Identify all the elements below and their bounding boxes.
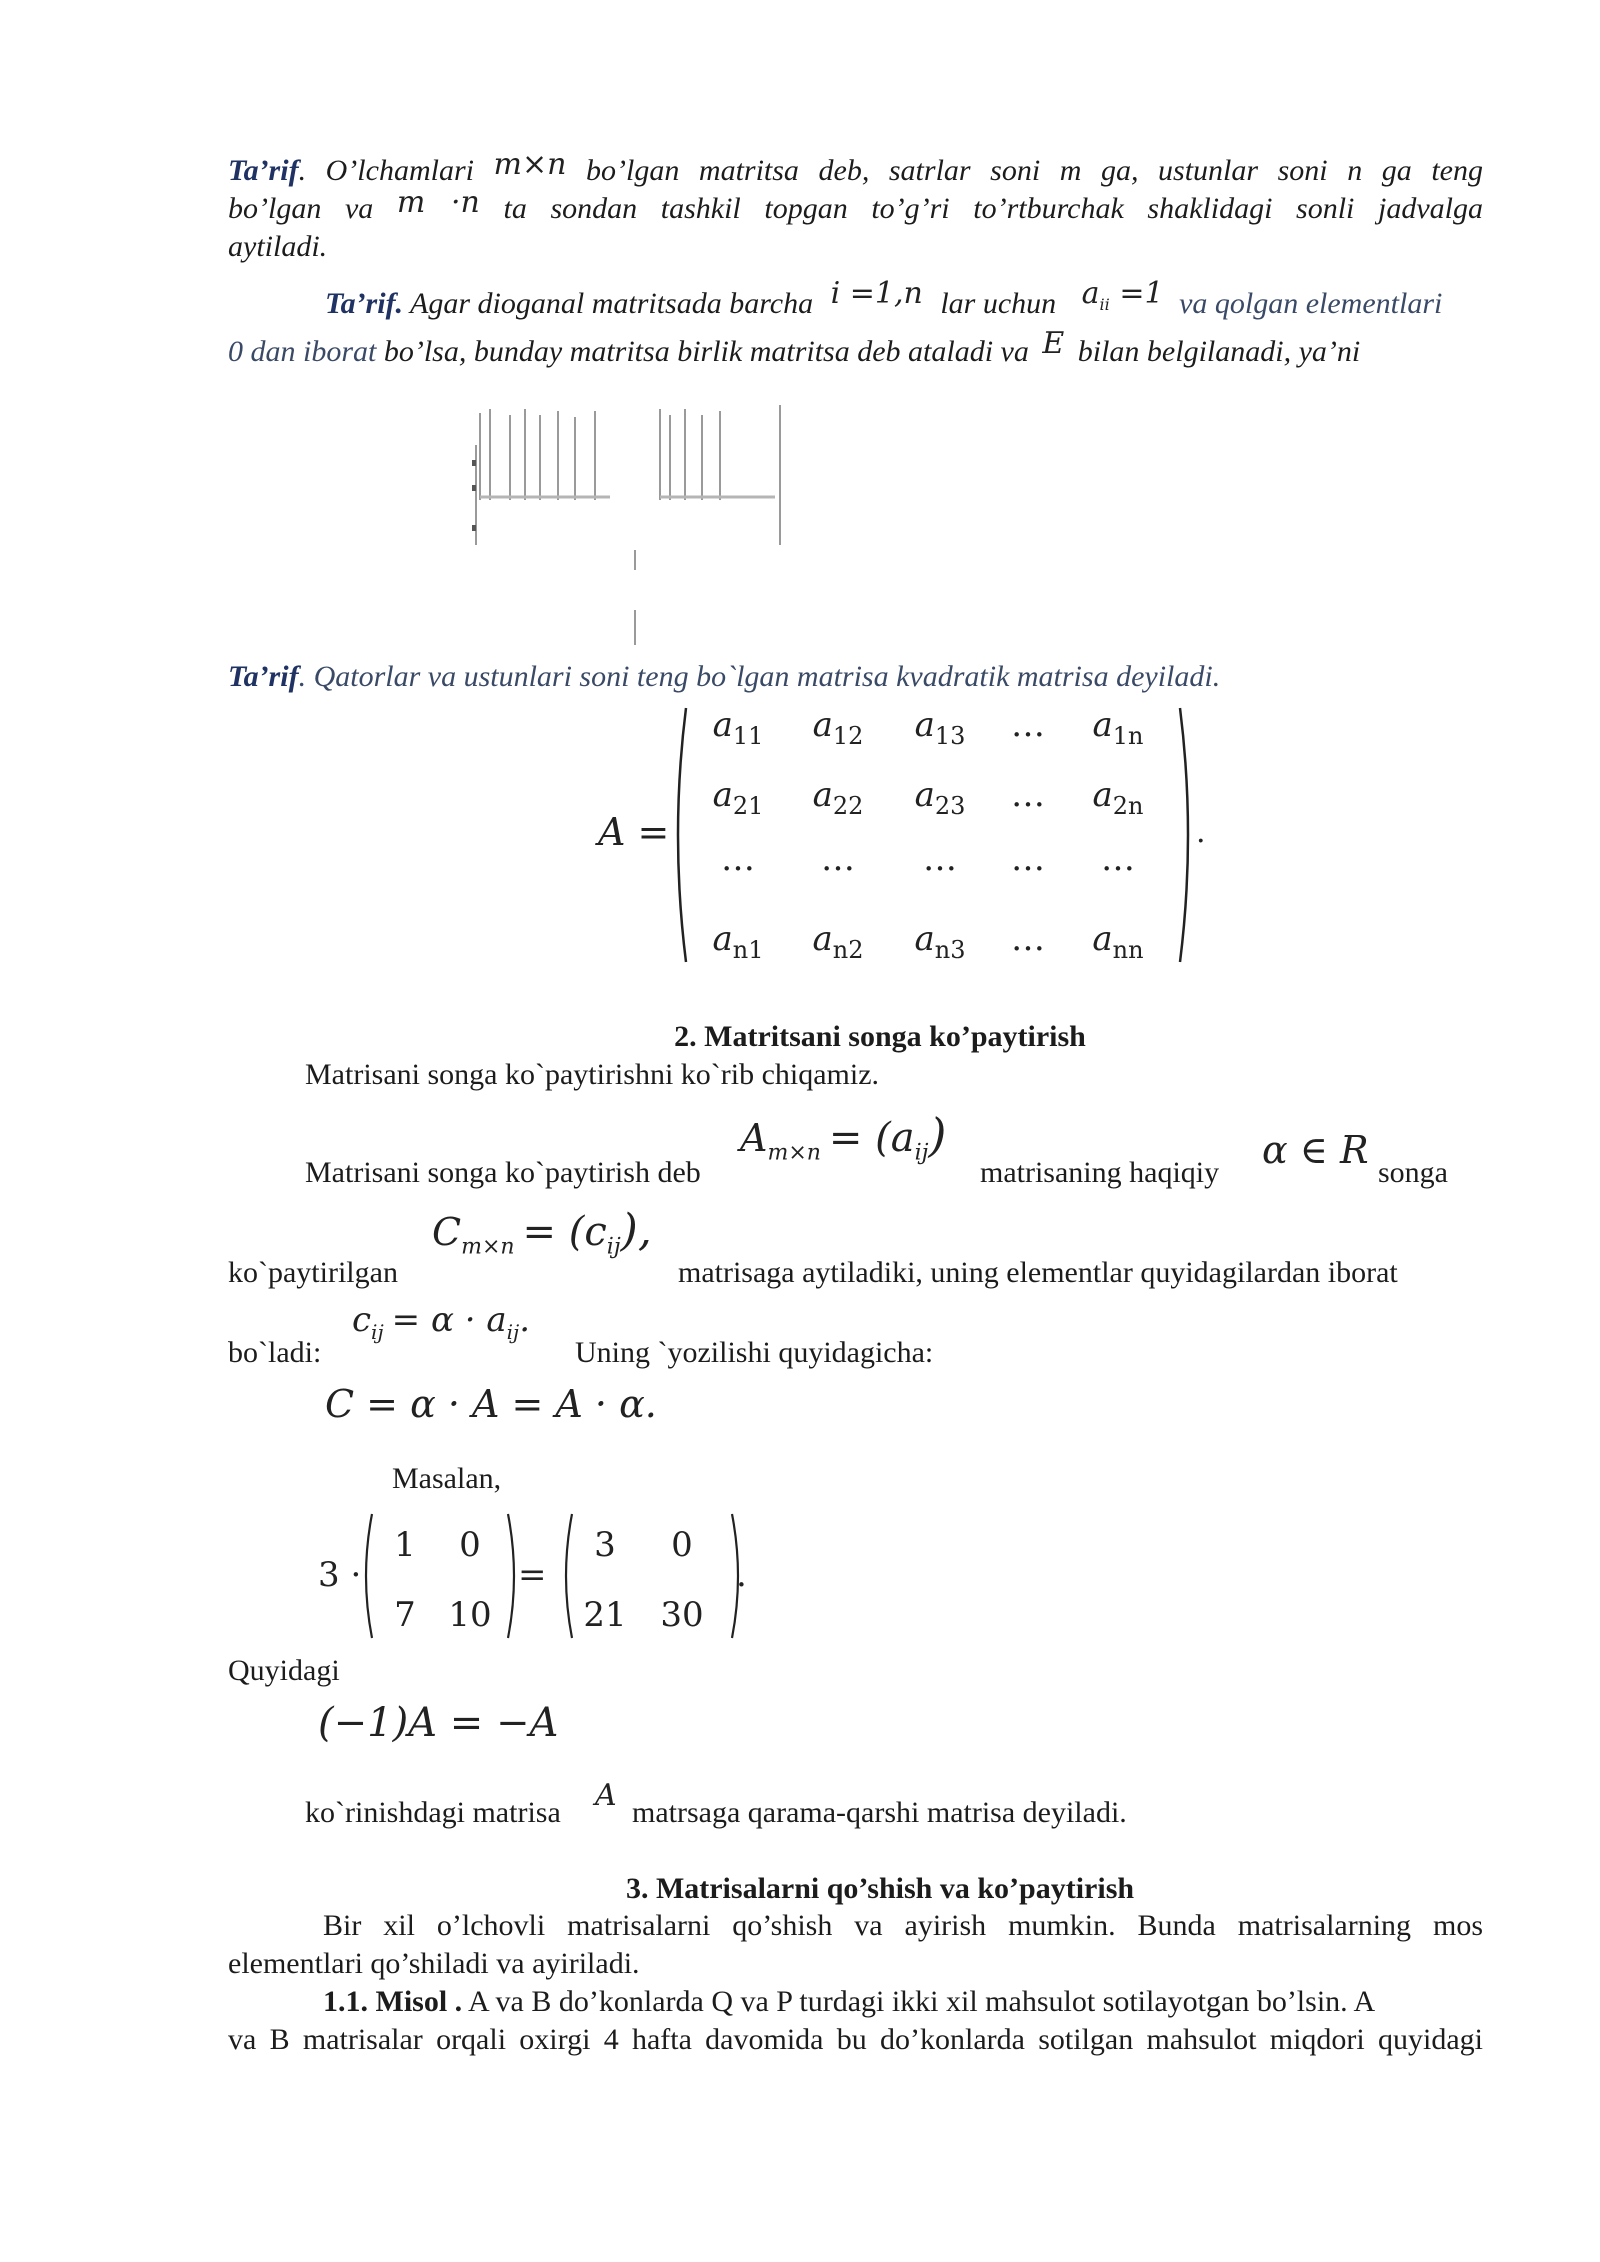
matrix-a <box>668 700 1208 970</box>
s2-line2b: matrisaga aytiladiki, uning elementlar quyidagilardan iborat <box>678 1256 1398 1289</box>
matrix-a-cell: … <box>1011 919 1045 959</box>
matrix-a-cell: $a_{12}$ <box>812 705 864 750</box>
matrix-a-cell: $a_{n3}$ <box>914 919 966 964</box>
def2-text2: lar uchun <box>940 287 1057 320</box>
matrix-a-cell: $a_{n1}$ <box>712 919 764 964</box>
s3-p2-line1 <box>323 1983 1483 2021</box>
matrix-a-period: . <box>1196 815 1206 850</box>
example-period: . <box>736 1555 747 1595</box>
example-matrices <box>360 1510 760 1645</box>
def2-text4: 0 dan iborat <box>228 335 377 368</box>
def3-line <box>228 658 1220 696</box>
def-label: Ta’rif. <box>325 287 404 320</box>
example-cell: 7 <box>394 1595 416 1635</box>
masalan-label: Masalan, <box>392 1462 502 1495</box>
s2-line1b: matrisaning haqiqiy <box>980 1156 1220 1189</box>
def2-line2 <box>228 326 1488 371</box>
matrix-a-cell: $a_{13}$ <box>914 705 966 750</box>
formula-alpha-in-r: α ∈ R <box>1262 1128 1369 1172</box>
def1-text4: ta sondan tashkil topgan to’g’ri to’rtburchak shaklidagi sonli jadvalga <box>503 192 1483 225</box>
def1-text2: bo’lgan matritsa deb, satrlar soni m ga, ustunlar soni n ga teng <box>586 154 1483 187</box>
def2-line1 <box>325 276 1483 334</box>
s3-p1-line2: elementlari qo’shiladi va ayiriladi. <box>228 1947 640 1980</box>
example-cell: 10 <box>448 1595 492 1635</box>
formula-a-mxn: $A_{m\times n} = (a_{ij})$ <box>740 1108 947 1166</box>
matrix-a-cell: $a_{2n}$ <box>1092 775 1144 820</box>
s2-line4b: matrsaga qarama-qarshi matrisa deyiladi. <box>632 1796 1127 1829</box>
aii-formula: $a_{ii} =1$ <box>1081 276 1164 314</box>
matrix-a-cell: … <box>1011 705 1045 745</box>
product-formula: m ·n <box>396 185 480 220</box>
matrix-a-cell: $a_{11}$ <box>712 705 764 750</box>
s2-line4a: ko`rinishdagi matrisa <box>305 1796 561 1829</box>
s3-p1-line1: Bir xil o’lchovli matrisalarni qo’shish va ayirish mumkin. Bunda matrisalarning mos <box>323 1909 1483 1942</box>
index-range: i =1,n <box>830 276 923 311</box>
matrix-a-cell: … <box>1011 775 1045 815</box>
def1-text3: bo’lgan va <box>228 192 374 225</box>
section2-intro: Matrisani songa ko`paytirishni ko`rib chiqamiz. <box>305 1058 880 1091</box>
section2-heading: 2. Matritsani songa ko’paytirish <box>674 1020 1086 1053</box>
example-cell: 30 <box>660 1595 704 1635</box>
def1-line2 <box>228 185 1483 228</box>
def2-text3: va qolgan elementlari <box>1179 287 1443 320</box>
quyidagi-label: Quyidagi <box>228 1654 340 1687</box>
def1-line3: aytiladi. <box>228 230 328 263</box>
def3-text: . Qatorlar va ustunlari soni teng bo`lgan matrisa kvadratik matrisa deyiladi. <box>298 660 1221 693</box>
matrix-a-cell: $a_{n2}$ <box>812 919 864 964</box>
s2-line2a: ko`paytirilgan <box>228 1256 398 1289</box>
matrix-a-lhs: A = <box>598 810 670 854</box>
matrix-a-cell: … <box>821 839 855 879</box>
matrix-a-cell: $a_{nn}$ <box>1092 919 1144 964</box>
def2-text: Agar dioganal matritsada barcha <box>410 287 814 320</box>
dims-formula: m×n <box>493 147 567 182</box>
formula-neg-a: (−1)A = −A <box>318 1700 559 1746</box>
example-cell: 21 <box>583 1595 627 1635</box>
formula-c-mxn: $C_{m\times n} = (c_{ij})$, <box>432 1205 652 1260</box>
matrix-a-cell: … <box>1101 839 1135 879</box>
matrix-a-cell: … <box>923 839 957 879</box>
def2-text6: bilan belgilanadi, ya’ni <box>1077 335 1361 368</box>
s2-line3b: Uning `yozilishi quyidagicha: <box>575 1336 934 1369</box>
s2-line1a: Matrisani songa ko`paytirish deb <box>305 1156 701 1189</box>
formula-cij: $c_{ij} = \alpha \cdot a_{ij}$. <box>352 1300 531 1344</box>
example-cell: 1 <box>394 1525 416 1565</box>
example-equals: = <box>518 1555 547 1595</box>
def-label: Ta’rif <box>228 660 299 693</box>
example-cell: 0 <box>671 1525 693 1565</box>
misol-label: 1.1. Misol . <box>323 1985 463 2018</box>
identity-matrix-graphic <box>470 405 800 655</box>
formula-c-alpha-a: C = α · A = A · α. <box>325 1382 657 1426</box>
s2-line3a: bo`ladi: <box>228 1336 322 1369</box>
identity-symbol: E <box>1042 326 1065 361</box>
s3-p2-text: A va B do’konlarda Q va P turdagi ikki xil mahsulot sotilayotgan bo’lsin. A <box>468 1985 1376 2018</box>
def1-text: . O’lchamlari <box>298 154 474 187</box>
formula-a-symbol: A <box>595 1778 617 1813</box>
s3-p2-line2: va B matrisalar orqali oxirgi 4 hafta davomida bu do’konlarda sotilgan mahsulot miqdori quyidagi <box>228 2023 1483 2056</box>
matrix-a-cell: $a_{21}$ <box>712 775 764 820</box>
example-cell: 3 <box>594 1525 616 1565</box>
example-scalar: 3 · <box>318 1555 362 1595</box>
example-cell: 0 <box>459 1525 481 1565</box>
matrix-a-cell: … <box>1011 839 1045 879</box>
matrix-a-cell: $a_{1n}$ <box>1092 705 1144 750</box>
matrix-a-cell: $a_{23}$ <box>914 775 966 820</box>
section3-heading: 3. Matrisalarni qo’shish va ko’paytirish <box>625 1872 1135 1905</box>
def2-text5: bo’lsa, bunday matritsa birlik matritsa deb ataladi va <box>383 335 1029 368</box>
matrix-a-cell: … <box>721 839 755 879</box>
s2-line1c: songa <box>1378 1156 1448 1189</box>
matrix-a-cell: $a_{22}$ <box>812 775 864 820</box>
def-label: Ta’rif <box>228 154 299 187</box>
